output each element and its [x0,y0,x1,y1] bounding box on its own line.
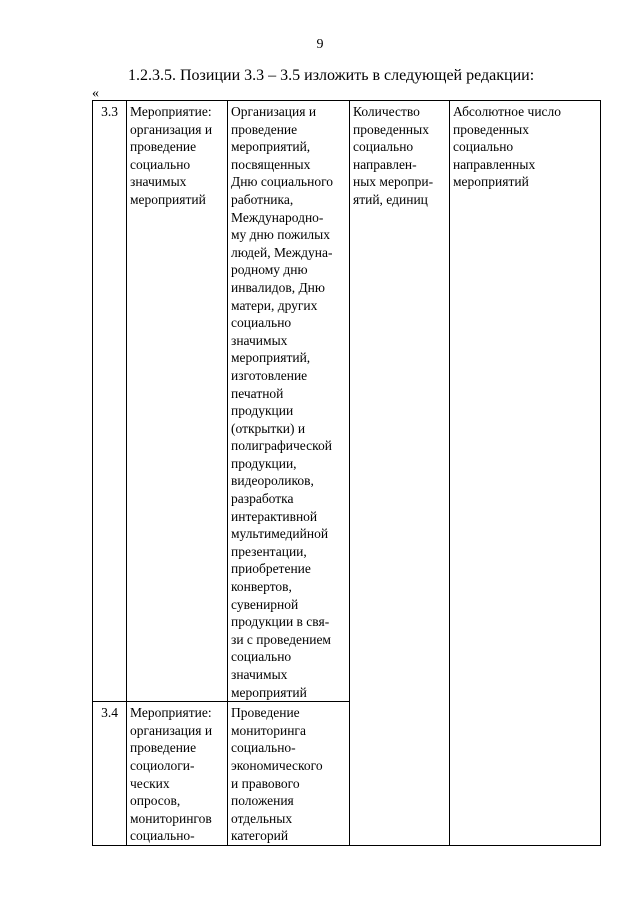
row-number: 3.3 [101,104,118,119]
description-cell [228,702,350,846]
indicator-cell [350,101,450,846]
measures-table [92,100,601,846]
indicator-text: Количество проведенных социально направлен- ных меропри- ятий, единиц [353,104,434,207]
description-text: Организация и проведение мероприятий, посвященных Дню социального работника, Международно- му дню пожилых людей, Междуна- родному дню инвалидов, Дню матери, других социально значимых мероприятий, изготовление печатной продукции (открытки) и полиграфической продукции, видеороликов, разработка интерактивной мультимедийной презентации, приобретение конвертов, сувенирной продукции в свя- зи с проведением социально значимых мероприятий [231,104,334,700]
activity-text: Мероприятие: организация и проведение социологи- ческих опросов, мониторингов социально- [130,705,213,844]
activity-cell [127,702,228,846]
activity-text: Мероприятие: организация и проведение социально значимых мероприятий [130,104,213,207]
row-number-cell [93,101,127,702]
calculation-text: Абсолютное число проведенных социально направленных мероприятий [453,104,562,190]
calculation-cell [450,101,601,846]
opening-quote: « [92,86,99,101]
page-number: 9 [316,37,324,52]
row-number-cell [93,702,127,846]
intro-paragraph: 1.2.3.5. Позиции 3.3 – 3.5 изложить в следующей редакции: [128,67,535,84]
description-cell [228,101,350,702]
description-text: Проведение мониторинга социально- экономического и правового положения отдельных категорий [231,705,323,844]
activity-cell [127,101,228,702]
table-row [93,101,601,702]
row-number: 3.4 [101,705,118,721]
